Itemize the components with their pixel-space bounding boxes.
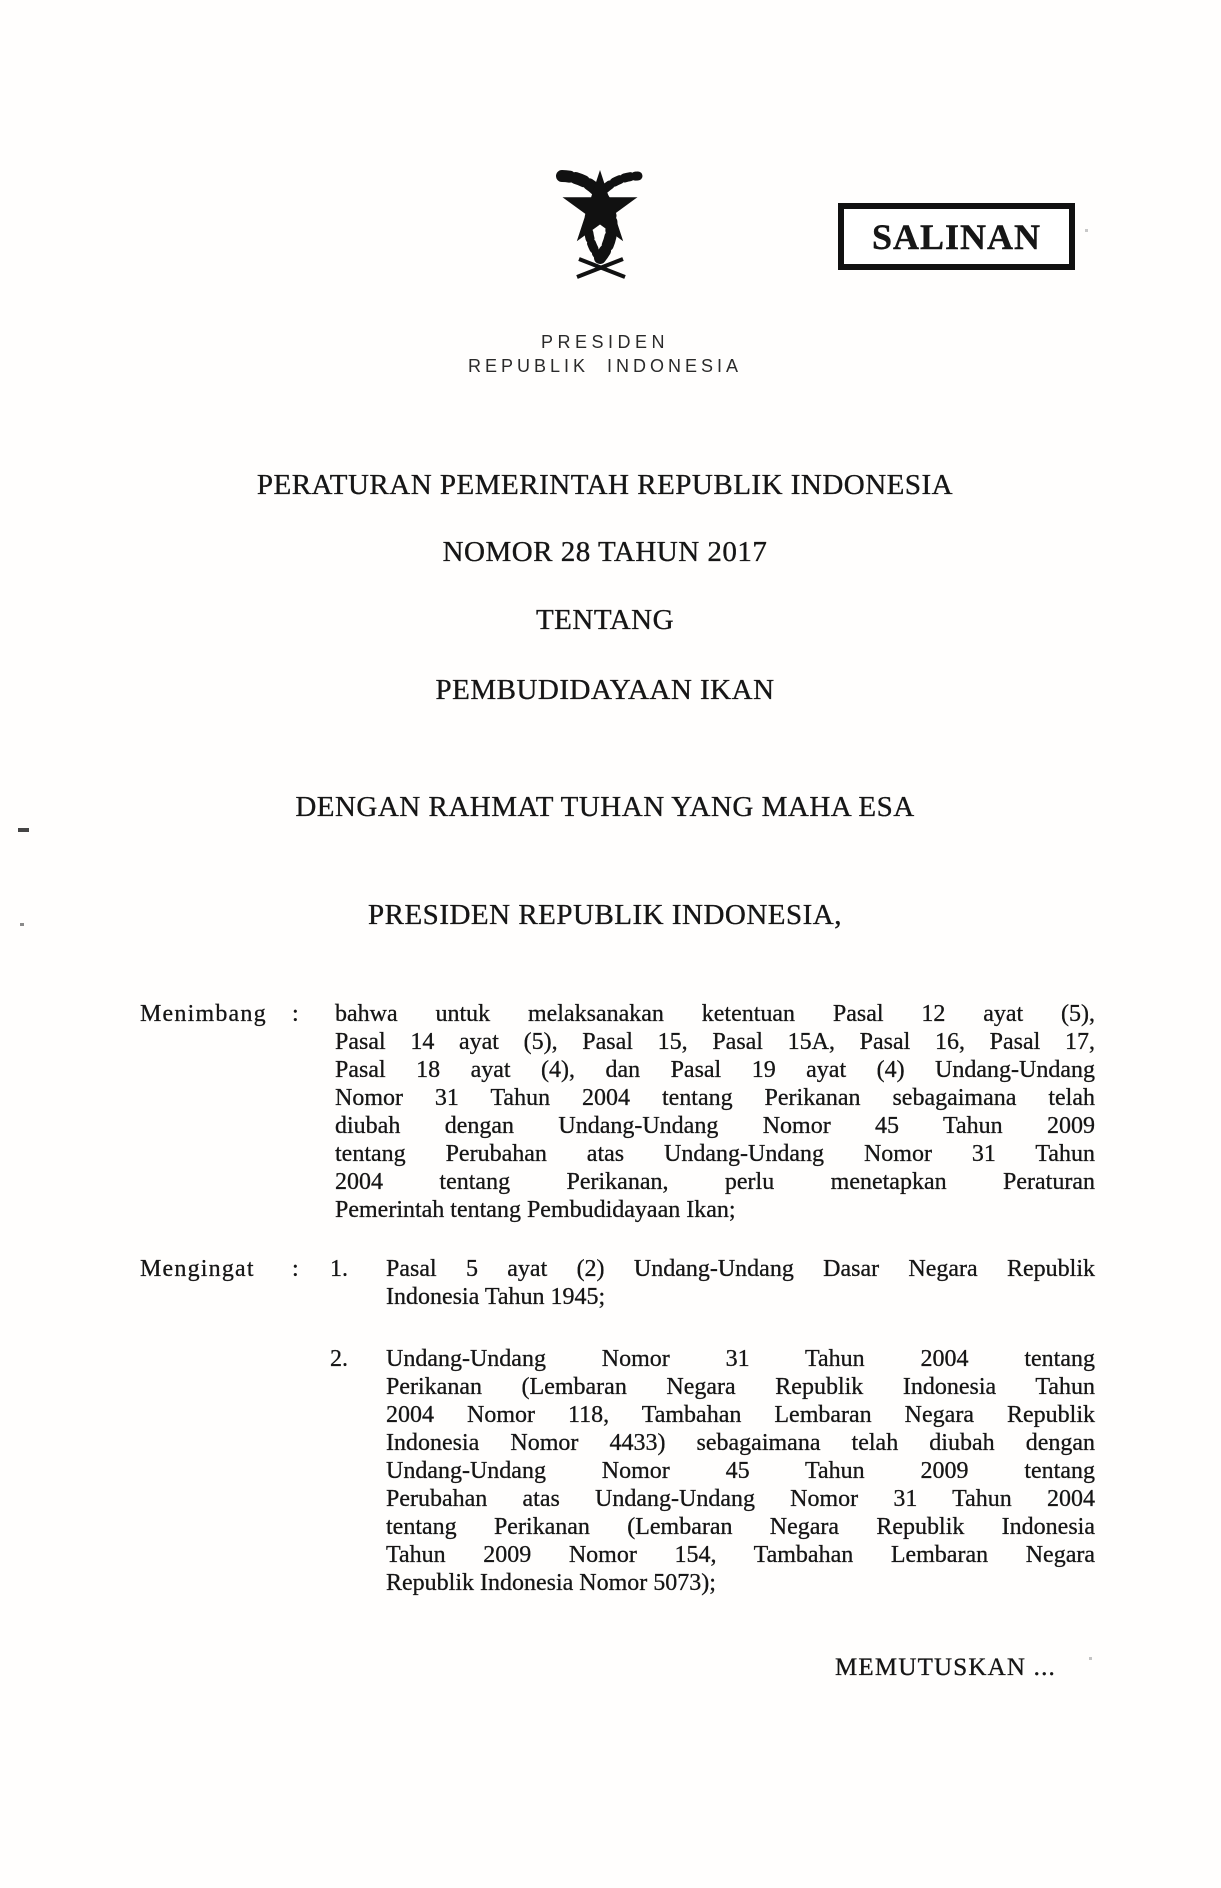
letterhead (0, 330, 1210, 379)
invocation-line: DENGAN RAHMAT TUHAN YANG MAHA ESA (295, 791, 915, 823)
mengingat-colon: : (292, 1256, 299, 1282)
letterhead-republik-indonesia: REPUBLIK INDONESIA (467, 356, 743, 376)
text-line: Undang-Undang Nomor 31 Tahun 2004 tentang (386, 1346, 1095, 1372)
scan-speck (20, 923, 24, 926)
scan-dash-artifact (18, 828, 29, 832)
memutuskan-catchword: MEMUTUSKAN ... (835, 1654, 1056, 1681)
menimbang-paragraph (335, 1000, 1095, 1224)
text-line: Pemerintah tentang Pembudidayaan Ikan; (335, 1197, 736, 1223)
menimbang-colon: : (292, 1001, 299, 1027)
menimbang-label: Menimbang (140, 1001, 267, 1027)
text-line: Tahun 2009 Nomor 154, Tambahan Lembaran Negara (386, 1542, 1095, 1568)
legal-basis-item-number: 1. (330, 1256, 348, 1282)
tentang-heading: TENTANG (535, 604, 675, 636)
text-line: Pasal 14 ayat (5), Pasal 15, Pasal 15A, Pasal 16, Pasal 17, (335, 1029, 1095, 1055)
regulation-number: NOMOR 28 TAHUN 2017 (442, 536, 768, 568)
regulation-title: PERATURAN PEMERINTAH REPUBLIK INDONESIA (256, 469, 954, 501)
presidential-emblem-icon (521, 146, 681, 296)
legal-basis-item-number: 2. (330, 1346, 348, 1372)
text-line: bahwa untuk melaksanakan ketentuan Pasal 12 ayat (5), (335, 1001, 1095, 1027)
legal-basis-item (386, 1255, 1095, 1311)
text-line: Nomor 31 Tahun 2004 tentang Perikanan sebagaimana telah (335, 1085, 1095, 1111)
regulation-subject: PEMBUDIDAYAAN IKAN (435, 674, 775, 706)
scan-speck (1089, 1657, 1092, 1660)
text-line: Indonesia Tahun 1945; (386, 1284, 606, 1310)
text-line: Pasal 5 ayat (2) Undang-Undang Dasar Negara Republik (386, 1256, 1095, 1282)
text-line: Republik Indonesia Nomor 5073); (386, 1570, 716, 1596)
text-line: Perikanan (Lembaran Negara Republik Indonesia Tahun (386, 1374, 1095, 1400)
salinan-stamp-label: SALINAN (871, 216, 1042, 257)
text-line: 2004 tentang Perikanan, perlu menetapkan Peraturan (335, 1169, 1095, 1195)
letterhead-presiden: PRESIDEN (540, 332, 670, 352)
text-line: diubah dengan Undang-Undang Nomor 45 Tahun 2009 (335, 1113, 1095, 1139)
text-line: Indonesia Nomor 4433) sebagaimana telah diubah dengan (386, 1430, 1095, 1456)
text-line: Pasal 18 ayat (4), dan Pasal 19 ayat (4) Undang-Undang (335, 1057, 1095, 1083)
mengingat-label: Mengingat (140, 1256, 255, 1282)
text-line: tentang Perubahan atas Undang-Undang Nomor 31 Tahun (335, 1141, 1095, 1167)
salinan-copy-stamp (838, 203, 1075, 270)
text-line: Perubahan atas Undang-Undang Nomor 31 Tahun 2004 (386, 1486, 1095, 1512)
enacting-authority-line: PRESIDEN REPUBLIK INDONESIA, (368, 899, 842, 931)
text-line: 2004 Nomor 118, Tambahan Lembaran Negara Republik (386, 1402, 1095, 1428)
legal-basis-item (386, 1345, 1095, 1597)
text-line: Undang-Undang Nomor 45 Tahun 2009 tentang (386, 1458, 1095, 1484)
scan-speck (1085, 229, 1088, 232)
text-line: tentang Perikanan (Lembaran Negara Republik Indonesia (386, 1514, 1095, 1540)
